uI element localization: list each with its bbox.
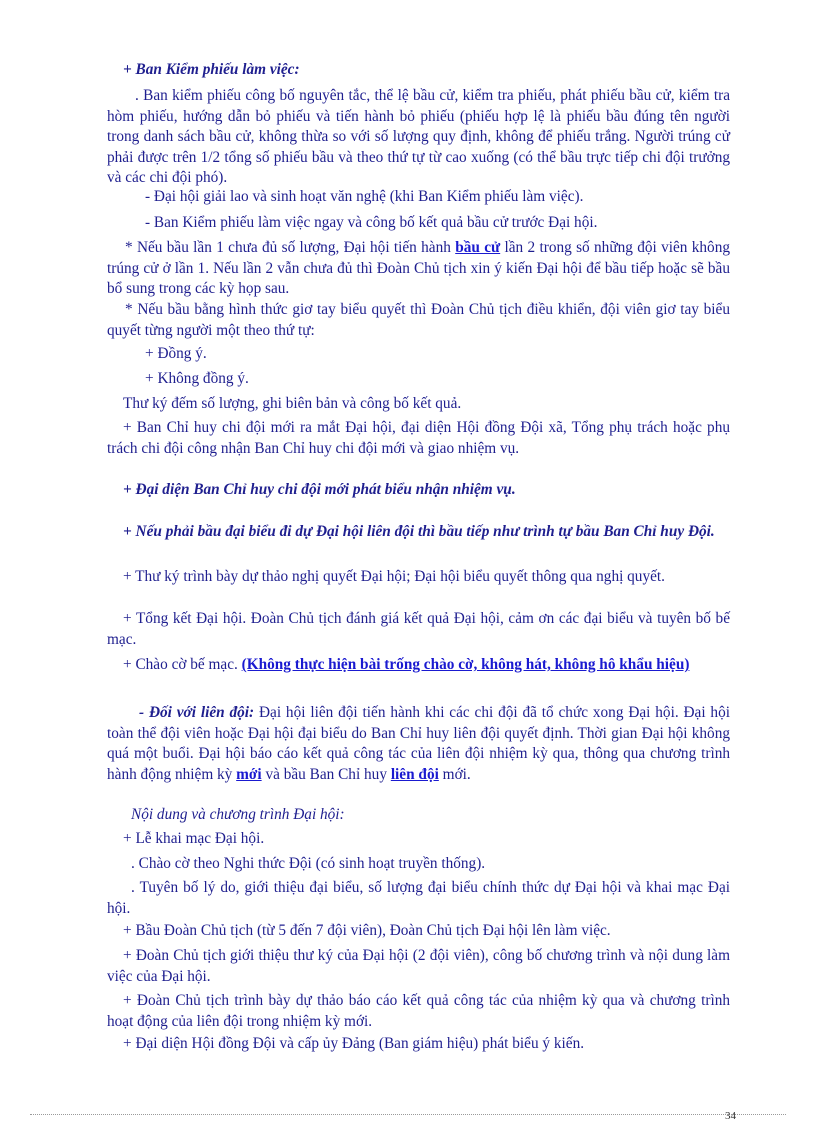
link-closing-note[interactable]: (Không thực hiện bài trống chào cờ, không hát, không hô khẩu hiệu) xyxy=(241,656,690,673)
paragraph-secretary-count: Thư ký đếm số lượng, ghi biên bản và công bố kết quả. xyxy=(123,395,462,412)
page-number: 34 xyxy=(725,1110,736,1122)
paragraph-liendoi: - Đối với liên đội: Đại hội liên đội tiến hành khi các chi đội đã tổ chức xong Đại hội. Đại hội toàn thể đội viên hoặc Đại hội đại biểu do Ban Chỉ huy liên đội quyết định. Thời gian Đại hội không quá một buổi. Đại hội báo cáo kết quả công tác của liên đội nhiệm kỳ qua, thông qua chương trình hành động nhiệm kỳ mới và bầu Ban Chỉ huy liên đội mới. xyxy=(107,704,730,783)
list-item-party-opinion: + Đại diện Hội đồng Đội và cấp ủy Đảng (Ban giám hiệu) phát biểu ý kiến. xyxy=(123,1035,585,1052)
liendoi-lead: - Đối với liên đội: xyxy=(139,704,255,721)
paragraph-new-committee: + Ban Chỉ huy chi đội mới ra mắt Đại hội, đại diện Hội đồng Đội xã, Tổng phụ trách hoặc phụ trách chi đội công nhận Ban Chỉ huy chi đội mới và giao nhiệm vụ. xyxy=(107,419,730,457)
list-item-report: + Đoàn Chủ tịch trình bày dự thảo báo cáo kết quả công tác của nhiệm kỳ qua và chương trình hoạt động của liên đội trong nhiệm kỳ mới. xyxy=(107,992,730,1030)
footer-divider xyxy=(30,1114,786,1115)
paragraph-announce-results: - Ban Kiểm phiếu làm việc ngay và công bố kết quả bầu cử trước Đại hội. xyxy=(145,214,598,231)
list-item-flag-salute: . Chào cờ theo Nghi thức Đội (có sinh hoạt truyền thống). xyxy=(131,855,486,872)
paragraph-vote-counting-rules: . Ban kiểm phiếu công bố nguyên tắc, thể lệ bầu cử, kiểm tra phiếu, phát phiếu bầu cử, kiểm tra hòm phiếu, hướng dẫn bỏ phiếu và tiến hành bỏ phiếu (phiếu hợp lệ là phiếu bầu đúng tên người trong danh sách bầu cử, không thừa so với số lượng quy định, không để phiếu trắng. Người trúng cử phải được trên 1/2 tổng số phiếu bầu và theo thứ tự từ cao xuống (có thể bầu trực tiếp chi đội trưởng và các chi đội phó). xyxy=(107,87,730,186)
paragraph-break-time: - Đại hội giải lao và sinh hoạt văn nghệ (khi Ban Kiểm phiếu làm việc). xyxy=(145,188,584,205)
list-item-disagree: + Không đồng ý. xyxy=(145,370,249,387)
heading-delegate-election: + Nếu phải bầu đại biểu đi dự Đại hội liên đội thì bầu tiếp như trình tự bầu Ban Chỉ huy Đội. xyxy=(123,523,715,540)
heading-representative-speech: + Đại diện Ban Chỉ huy chi đội mới phát biểu nhận nhiệm vụ. xyxy=(123,481,516,498)
list-item-agree: + Đồng ý. xyxy=(145,345,207,362)
link-moi[interactable]: mới xyxy=(236,765,262,783)
paragraph-closing-summary: + Tổng kết Đại hội. Đoàn Chủ tịch đánh giá kết quả Đại hội, cảm ơn các đại biểu và tuyên bố bế mạc. xyxy=(107,610,730,648)
paragraph-second-round: * Nếu bầu lần 1 chưa đủ số lượng, Đại hội tiến hành bầu cử lần 2 trong số những đội viên không trúng cử ở lần 1. Nếu lần 2 vẫn chưa đủ thì Đoàn Chủ tịch xin ý kiến Đại hội để bầu tiếp hoặc sẽ bầu bổ sung trong các kỳ họp sau. xyxy=(107,239,730,297)
paragraph-draft-resolution: + Thư ký trình bày dự thảo nghị quyết Đại hội; Đại hội biểu quyết thông qua nghị quyết. xyxy=(123,568,665,585)
list-item-presidium: + Bầu Đoàn Chủ tịch (từ 5 đến 7 đội viên), Đoàn Chủ tịch Đại hội lên làm việc. xyxy=(123,922,611,939)
list-item-opening: + Lễ khai mạc Đại hội. xyxy=(123,830,265,847)
heading-program: Nội dung và chương trình Đại hội: xyxy=(131,806,345,823)
list-item-introduction: . Tuyên bố lý do, giới thiệu đại biểu, số lượng đại biểu chính thức dự Đại hội và khai mạc Đại hội. xyxy=(107,879,730,917)
heading-vote-counting: + Ban Kiểm phiếu làm việc: xyxy=(123,61,300,78)
paragraph-closing-flag: + Chào cờ bế mạc. (Không thực hiện bài trống chào cờ, không hát, không hô khẩu hiệu) xyxy=(123,656,690,673)
link-lien-doi[interactable]: liên đội xyxy=(390,765,439,783)
link-bau-cu[interactable]: bầu cử xyxy=(455,239,501,256)
list-item-secretary: + Đoàn Chủ tịch giới thiệu thư ký của Đại hội (2 đội viên), công bố chương trình và nội dung làm việc của Đại hội. xyxy=(107,947,730,985)
paragraph-hand-vote: * Nếu bầu bằng hình thức giơ tay biểu quyết thì Đoàn Chủ tịch điều khiển, đội viên giơ tay biểu quyết từng người một theo thứ tự: xyxy=(107,301,730,339)
